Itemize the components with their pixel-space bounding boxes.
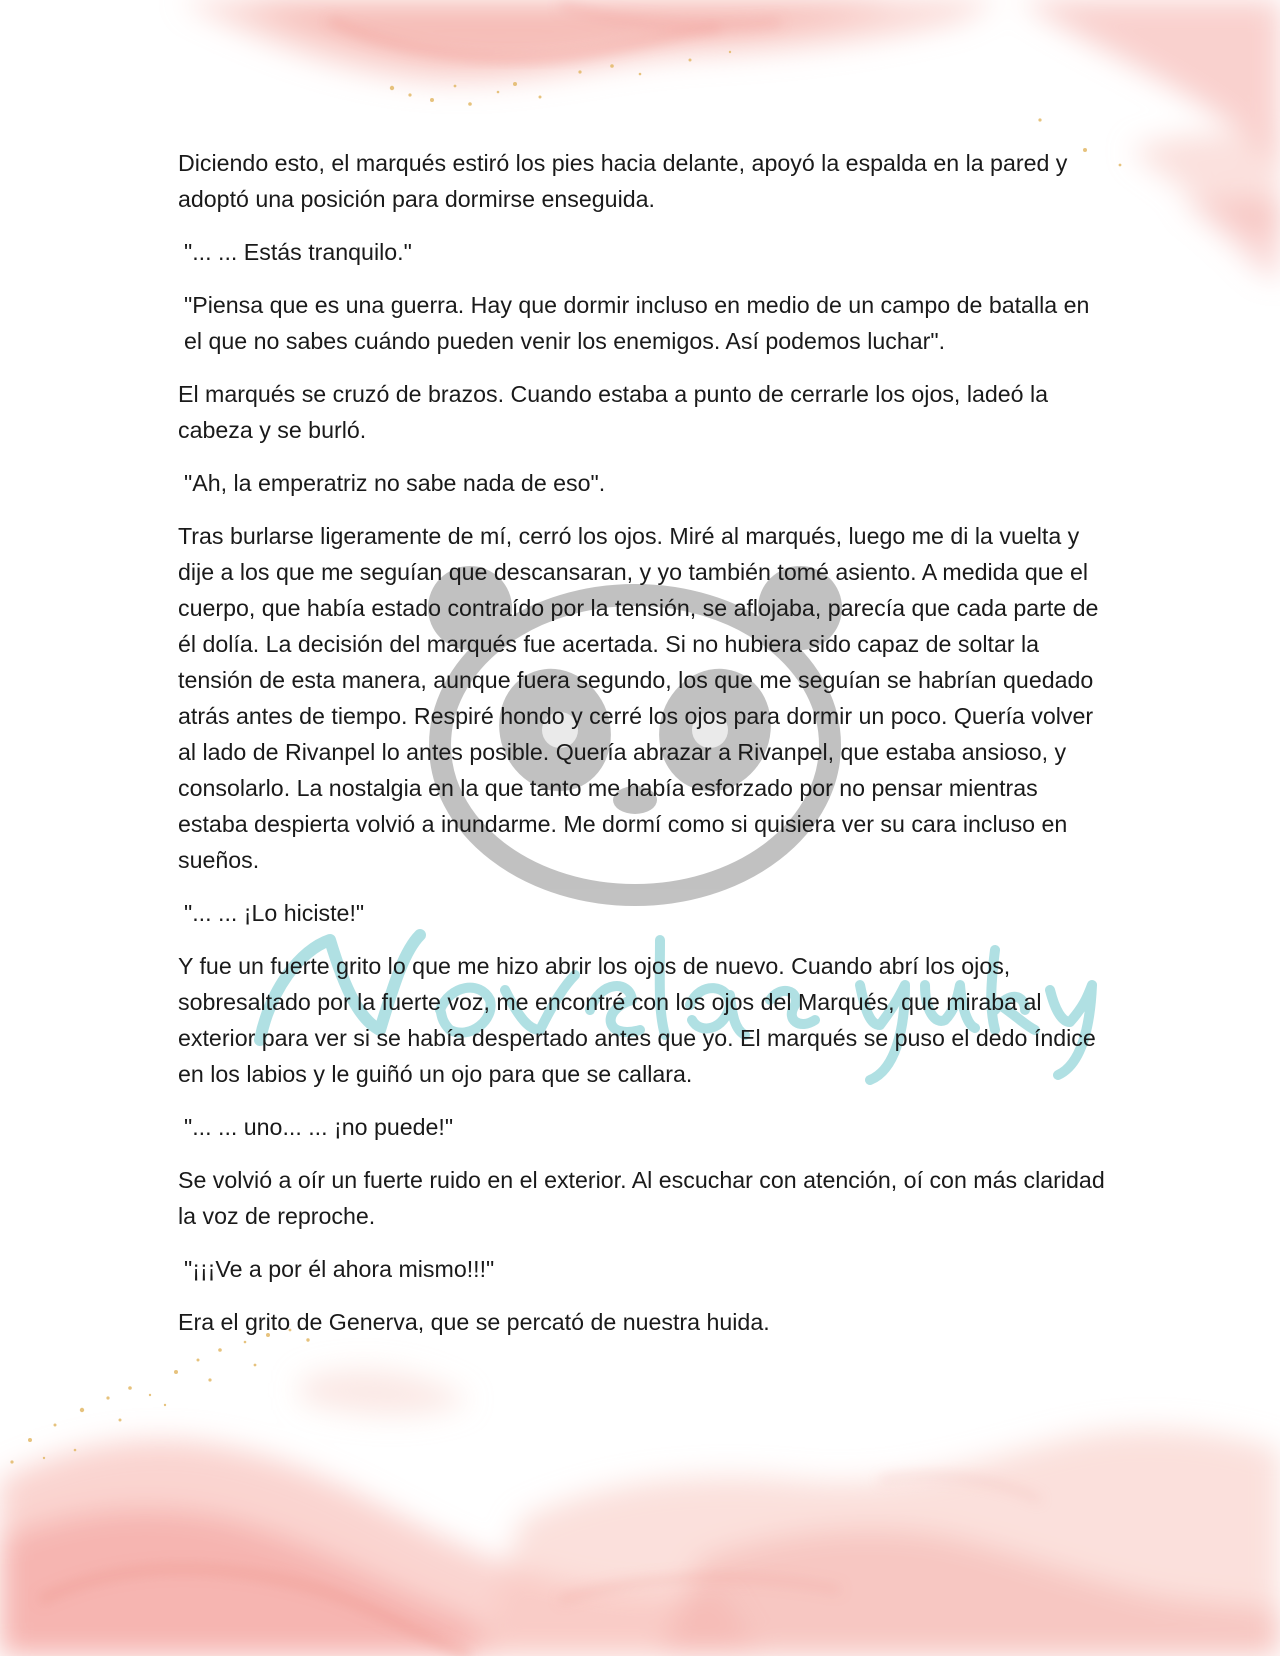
paragraph-dialogue: "... ... ¡Lo hiciste!" <box>184 900 365 926</box>
paragraph-narration: Y fue un fuerte grito lo que me hizo abrir los ojos de nuevo. Cuando abrí los ojos, sobresaltado por la fuerte voz, me encontré con los ojos del Marqués, que miraba al exterior para ver si se había despertado antes que yo. El marqués se puso el dedo índice en los labios y le guiñó un ojo para que se callara. <box>178 953 1096 1087</box>
paragraph-narration: Se volvió a oír un fuerte ruido en el exterior. Al escuchar con atención, oí con más claridad la voz de reproche. <box>178 1167 1105 1229</box>
paragraph-narration: Era el grito de Generva, que se percató de nuestra huida. <box>178 1309 770 1335</box>
paragraph-narration: Tras burlarse ligeramente de mí, cerró los ojos. Miré al marqués, luego me di la vuelta y dije a los que me seguían que descansaran, y yo también tomé asiento. A medida que el cuerpo, que había estado contraído por la tensión, se aflojaba, parecía que cada parte de él dolía. La decisión del marqués fue acertada. Si no hubiera sido capaz de soltar la tensión de esta manera, aunque fuera segundo, los que me seguían se habrían quedado atrás antes de tiempo. Respiré hondo y cerré los ojos para dormir un poco. Quería volver al lado de Rivanpel lo antes posible. Quería abrazar a Rivanpel, que estaba ansioso, y consolarlo. La nostalgia en la que tanto me había esforzado por no pensar mientras estaba despierta volvió a inundarme. Me dormí como si quisiera ver su cara incluso en sueños. <box>178 523 1099 873</box>
paragraph-narration: El marqués se cruzó de brazos. Cuando estaba a punto de cerrarle los ojos, ladeó la cabeza y se burló. <box>178 381 1049 443</box>
paragraph-dialogue: "Ah, la emperatriz no sabe nada de eso". <box>184 470 606 496</box>
paragraph-dialogue: "¡¡¡Ve a por él ahora mismo!!!" <box>184 1256 495 1282</box>
paragraph-dialogue: "... ... uno... ... ¡no puede!" <box>184 1114 454 1140</box>
document-body <box>178 145 1108 1357</box>
paragraph-narration: Diciendo esto, el marqués estiró los pies hacia delante, apoyó la espalda en la pared y adoptó una posición para dormirse enseguida. <box>178 150 1068 212</box>
paragraph-dialogue: "... ... Estás tranquilo." <box>184 239 412 265</box>
paragraph-dialogue: "Piensa que es una guerra. Hay que dormir incluso en medio de un campo de batalla en el que no sabes cuándo pueden venir los enemigos. Así podemos luchar". <box>184 292 1090 354</box>
